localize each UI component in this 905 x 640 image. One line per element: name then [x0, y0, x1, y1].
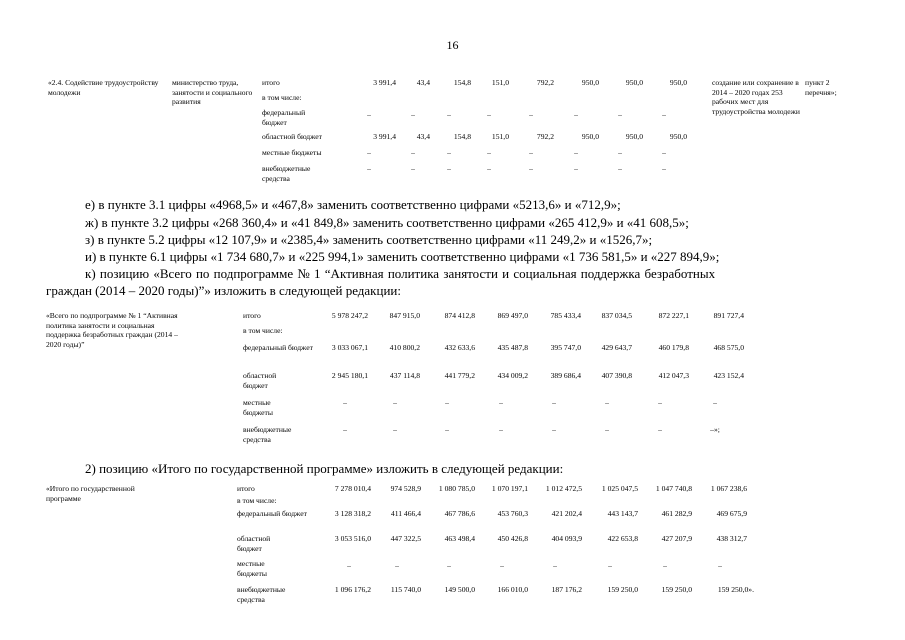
t2-r2-c3: 435 487,8 — [497, 343, 528, 352]
t1-r2-c4: – — [529, 110, 533, 119]
t2-r4-c2: – — [445, 398, 449, 407]
t2-r5-c7: –»; — [710, 425, 720, 434]
t3-r4-c5: – — [608, 561, 612, 570]
t1-r0-c1: 43,4 — [416, 78, 430, 87]
t1-r2-c1: – — [411, 110, 415, 119]
t1-r0-c0: 3 991,4 — [373, 78, 396, 87]
t3-label-total: итого — [237, 484, 255, 493]
t2-r5-c4: – — [552, 425, 556, 434]
t1-r4-c0: – — [367, 148, 371, 157]
t2-label-total: итого — [243, 311, 261, 320]
t2-r2-c7: 468 575,0 — [713, 343, 744, 352]
t1-r4-c5: – — [574, 148, 578, 157]
t3-r5-c6: 159 250,0 — [661, 585, 692, 594]
t2-r4-c6: – — [658, 398, 662, 407]
t3-r4-c7: – — [718, 561, 722, 570]
t3-r0-c7: 1 067 238,6 — [710, 484, 747, 493]
t3-r0-c6: 1 047 740,8 — [655, 484, 692, 493]
t2-r4-c5: – — [605, 398, 609, 407]
t3-r2-c6: 461 282,9 — [661, 509, 692, 518]
t2-label-federal: федеральный бюджет — [243, 343, 313, 352]
t3-r5-c3: 166 010,0 — [497, 585, 528, 594]
t1-r5-c5: – — [574, 164, 578, 173]
t1-r2-c7: – — [662, 110, 666, 119]
t3-r2-c2: 467 786,6 — [444, 509, 475, 518]
t1-r0-c5: 950,0 — [581, 78, 599, 87]
t1-r2-c0: – — [367, 110, 371, 119]
t3-r0-c2: 1 080 785,0 — [438, 484, 475, 493]
t1-r0-c3: 151,0 — [491, 78, 509, 87]
t1-r4-c6: – — [618, 148, 622, 157]
t1-r4-c1: – — [411, 148, 415, 157]
t3-r2-c3: 453 760,3 — [497, 509, 528, 518]
t2-r0-c1: 847 915,0 — [389, 311, 420, 320]
t3-label-extrabudget: внебюджетные средства — [237, 585, 286, 604]
paragraph-i: и) в пункте 6.1 цифры «1 734 680,7» и «225 994,1» заменить соответственно цифрами «1 736 581,5» и «227 894,9»; — [85, 249, 720, 264]
t1-result: создание или сохранение в 2014 – 2020 годах 253 рабочих мест для трудоустройства молодежи — [712, 78, 800, 116]
t3-label-regional: областной бюджет — [237, 534, 271, 553]
t2-r3-c6: 412 047,3 — [658, 371, 689, 380]
t3-r5-c1: 115 740,0 — [390, 585, 421, 594]
t2-label-including: в том числе: — [243, 326, 283, 335]
t1-r4-c2: – — [447, 148, 451, 157]
t1-r5-c2: – — [447, 164, 451, 173]
t2-r5-c1: – — [393, 425, 397, 434]
t2-r3-c0: 2 945 180,1 — [331, 371, 368, 380]
paragraph-k-line1: к) позицию «Всего по подпрограмме № 1 “Активная политика занятости и социальная поддержка безработных — [85, 266, 716, 281]
t2-r5-c2: – — [445, 425, 449, 434]
t2-r3-c3: 434 009,2 — [497, 371, 528, 380]
t3-r4-c0: – — [347, 561, 351, 570]
t1-r4-c4: – — [529, 148, 533, 157]
t1-r2-c6: – — [618, 110, 622, 119]
t3-r5-c0: 1 096 176,2 — [334, 585, 371, 594]
t3-r5-c7: 159 250,0». — [717, 585, 754, 594]
t1-r3-c0: 3 991,4 — [373, 132, 396, 141]
t1-r2-c3: – — [487, 110, 491, 119]
t1-r2-c5: – — [574, 110, 578, 119]
t3-r0-c1: 974 528,9 — [390, 484, 421, 493]
t3-r3-c4: 404 093,9 — [551, 534, 582, 543]
t1-label-extrabudget: внебюджетные средства — [262, 164, 311, 183]
t3-r3-c6: 427 207,9 — [661, 534, 692, 543]
t3-item-name: «Итого по государственной программе — [46, 484, 135, 503]
t1-r0-c2: 154,8 — [453, 78, 471, 87]
t2-r4-c4: – — [552, 398, 556, 407]
t3-r5-c2: 149 500,0 — [444, 585, 475, 594]
t1-label-local: местные бюджеты — [262, 148, 322, 157]
t2-r2-c6: 460 179,8 — [658, 343, 689, 352]
paragraph-z: з) в пункте 5.2 цифры «12 107,9» и «2385,4» заменить соответственно цифрами «11 249,2» и «1526,7»; — [85, 232, 653, 247]
paragraph-zh: ж) в пункте 3.2 цифры «268 360,4» и «41 849,8» заменить соответственно цифрами «265 412,9» и «41 608,5»; — [85, 215, 689, 230]
t1-r2-c2: – — [447, 110, 451, 119]
t1-r5-c4: – — [529, 164, 533, 173]
t3-label-including: в том числе: — [237, 496, 277, 505]
t1-r3-c5: 950,0 — [581, 132, 599, 141]
t2-r4-c7: – — [713, 398, 717, 407]
t3-r3-c2: 463 498,4 — [444, 534, 475, 543]
t2-r0-c0: 5 978 247,2 — [331, 311, 368, 320]
t2-r2-c1: 410 800,2 — [389, 343, 420, 352]
t2-label-regional: областной бюджет — [243, 371, 277, 390]
t2-r2-c5: 429 643,7 — [601, 343, 632, 352]
t2-r5-c5: – — [605, 425, 609, 434]
t3-r3-c3: 450 426,8 — [497, 534, 528, 543]
paragraph-e: е) в пункте 3.1 цифры «4968,5» и «467,8» заменить соответственно цифрами «5213,6» и «712,9»; — [85, 197, 621, 212]
t3-label-federal: федеральный бюджет — [237, 509, 307, 518]
t1-r3-c7: 950,0 — [669, 132, 687, 141]
page-number: 16 — [446, 38, 459, 52]
t2-r0-c6: 872 227,1 — [658, 311, 689, 320]
t3-r4-c1: – — [395, 561, 399, 570]
t2-r0-c5: 837 034,5 — [601, 311, 632, 320]
t2-r0-c2: 874 412,8 — [444, 311, 475, 320]
t3-r0-c4: 1 012 472,5 — [545, 484, 582, 493]
t1-r4-c7: – — [662, 148, 666, 157]
t1-r3-c2: 154,8 — [453, 132, 471, 141]
t2-label-local: местные бюджеты — [243, 398, 273, 417]
t1-r0-c4: 792,2 — [536, 78, 554, 87]
t1-r0-c6: 950,0 — [625, 78, 643, 87]
t2-r3-c1: 437 114,8 — [389, 371, 420, 380]
t3-r3-c0: 3 053 516,0 — [334, 534, 371, 543]
t3-r4-c4: – — [553, 561, 557, 570]
t2-r2-c0: 3 033 067,1 — [331, 343, 368, 352]
t2-r0-c7: 891 727,4 — [713, 311, 744, 320]
t1-item-name: «2.4. Содействие трудоустройству молодежи — [48, 78, 159, 97]
t1-r5-c3: – — [487, 164, 491, 173]
t1-r5-c7: – — [662, 164, 666, 173]
t2-r2-c2: 432 633,6 — [444, 343, 475, 352]
t3-r4-c3: – — [500, 561, 504, 570]
t2-r4-c3: – — [499, 398, 503, 407]
t2-r4-c1: – — [393, 398, 397, 407]
t3-r5-c5: 159 250,0 — [607, 585, 638, 594]
t1-r3-c1: 43,4 — [416, 132, 430, 141]
t3-r0-c0: 7 278 010,4 — [334, 484, 371, 493]
t1-r5-c0: – — [367, 164, 371, 173]
t2-r0-c4: 785 433,4 — [550, 311, 581, 320]
t1-r0-c7: 950,0 — [669, 78, 687, 87]
t1-label-including: в том числе: — [262, 93, 302, 102]
t2-r3-c2: 441 779,2 — [444, 371, 475, 380]
t1-r5-c1: – — [411, 164, 415, 173]
t3-r2-c4: 421 202,4 — [551, 509, 582, 518]
t2-label-extrabudget: внебюджетные средства — [243, 425, 292, 444]
t1-r4-c3: – — [487, 148, 491, 157]
t2-item-name: «Всего по подпрограмме № 1 “Активная политика занятости и социальная поддержка безработных граждан (2014 – 2020 годы)” — [46, 311, 178, 349]
paragraph-2: 2) позицию «Итого по государственной программе» изложить в следующей редакции: — [85, 461, 564, 476]
t2-r3-c5: 407 390,8 — [601, 371, 632, 380]
t3-r4-c2: – — [447, 561, 451, 570]
t3-r5-c4: 187 176,2 — [551, 585, 582, 594]
t3-r0-c3: 1 070 197,1 — [491, 484, 528, 493]
t3-r4-c6: – — [663, 561, 667, 570]
t3-r3-c7: 438 312,7 — [716, 534, 747, 543]
t3-label-local: местные бюджеты — [237, 559, 267, 578]
t2-r5-c0: – — [343, 425, 347, 434]
t1-label-federal: федеральный бюджет — [262, 108, 306, 127]
t1-reference: пункт 2 перечня»; — [805, 78, 837, 97]
t1-label-regional: областной бюджет — [262, 132, 322, 141]
t1-r3-c3: 151,0 — [491, 132, 509, 141]
t3-r2-c0: 3 128 318,2 — [334, 509, 371, 518]
t2-r0-c3: 869 497,0 — [497, 311, 528, 320]
t2-r2-c4: 395 747,0 — [550, 343, 581, 352]
t1-r3-c6: 950,0 — [625, 132, 643, 141]
t3-r2-c7: 469 675,9 — [716, 509, 747, 518]
t2-r3-c7: 423 152,4 — [713, 371, 744, 380]
t3-r3-c1: 447 322,5 — [390, 534, 421, 543]
t1-r3-c4: 792,2 — [536, 132, 554, 141]
t2-r5-c3: – — [499, 425, 503, 434]
t1-r5-c6: – — [618, 164, 622, 173]
t2-r5-c6: – — [658, 425, 662, 434]
t2-r4-c0: – — [343, 398, 347, 407]
t3-r2-c1: 411 466,4 — [390, 509, 421, 518]
paragraph-k-line2: граждан (2014 – 2020 годы)”» изложить в следующей редакции: — [46, 283, 401, 298]
t3-r0-c5: 1 025 047,5 — [601, 484, 638, 493]
t1-executor: министерство труда, занятости и социального развития — [172, 78, 253, 106]
t3-r3-c5: 422 653,8 — [607, 534, 638, 543]
t1-label-total: итого — [262, 78, 280, 87]
t2-r3-c4: 389 686,4 — [550, 371, 581, 380]
t3-r2-c5: 443 143,7 — [607, 509, 638, 518]
